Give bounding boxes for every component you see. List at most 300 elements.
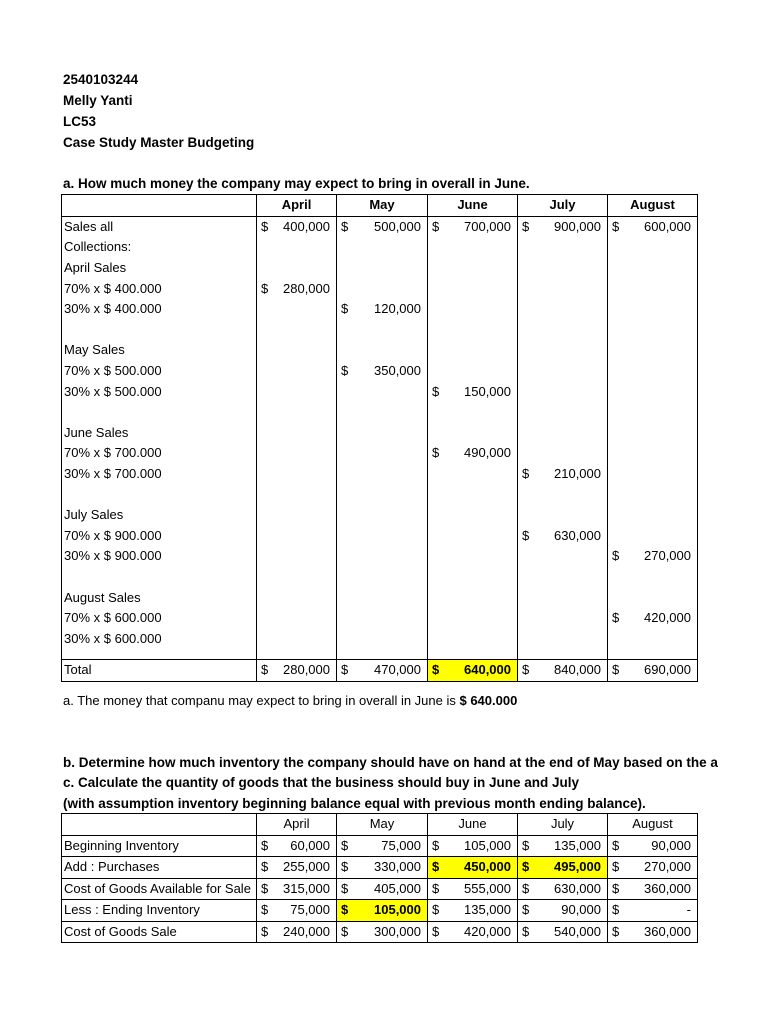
value-may [337, 608, 428, 629]
value-august [608, 900, 698, 922]
amount [518, 660, 607, 680]
value-june [428, 878, 518, 900]
row-label: Beginning Inventory [62, 835, 257, 857]
amount-value: 350,000 [374, 363, 421, 379]
value-august [608, 361, 698, 382]
value-august [608, 526, 698, 547]
collection-row [62, 320, 698, 341]
row-label [62, 320, 257, 341]
value-july [518, 567, 608, 588]
month-header-june: June [428, 195, 518, 217]
amount-value: 60,000 [290, 837, 330, 853]
row-label [62, 567, 257, 588]
value-april [257, 835, 337, 857]
student-name: Melly Yanti [63, 93, 133, 108]
amount-value: 270,000 [644, 548, 691, 564]
value-april [257, 299, 337, 320]
amount-value: 150,000 [464, 383, 511, 399]
row-label: 30% x $ 900.000 [62, 546, 257, 567]
value-june [428, 628, 518, 649]
value-april [257, 402, 337, 423]
value-july [518, 443, 608, 464]
header-row [62, 195, 698, 217]
currency-symbol: $ [432, 662, 440, 678]
row-label: May Sales [62, 340, 257, 361]
amount-value: 330,000 [374, 859, 421, 875]
currency-symbol: $ [522, 218, 530, 234]
row-label: 30% x $ 700.000 [62, 464, 257, 485]
row-label: 70% x $ 700.000 [62, 443, 257, 464]
currency-symbol: $ [522, 880, 530, 896]
amount [518, 526, 607, 546]
collection-row [62, 423, 698, 444]
value-july [518, 340, 608, 361]
value-august [608, 567, 698, 588]
value-july [518, 546, 608, 567]
currency-symbol: $ [341, 218, 349, 234]
value-june [428, 505, 518, 526]
amount-value: 470,000 [374, 662, 421, 678]
amount-value: 315,000 [283, 880, 330, 896]
value-june [428, 258, 518, 279]
currency-symbol: $ [341, 301, 349, 317]
amount [518, 857, 607, 877]
currency-symbol: $ [432, 902, 440, 918]
value-april [257, 320, 337, 341]
collection-row [62, 381, 698, 402]
value-june [428, 237, 518, 258]
value-may [337, 878, 428, 900]
currency-symbol: $ [261, 662, 269, 678]
value-may [337, 278, 428, 299]
amount [337, 217, 427, 237]
row-label: April Sales [62, 258, 257, 279]
value-may [337, 900, 428, 922]
value-august [608, 505, 698, 526]
amount [428, 660, 517, 680]
amount [518, 836, 607, 856]
value-april [257, 423, 337, 444]
amount-value: 540,000 [554, 923, 601, 939]
amount [518, 922, 607, 942]
amount-value: 75,000 [381, 837, 421, 853]
amount [518, 464, 607, 484]
amount-value: 405,000 [374, 880, 421, 896]
amount [257, 217, 336, 237]
amount [428, 217, 517, 237]
value-july [518, 402, 608, 423]
value-may [337, 526, 428, 547]
question-a: a. How much money the company may expect to bring in overall in June. [63, 176, 530, 191]
student-id: 2540103244 [63, 72, 139, 87]
value-august [608, 402, 698, 423]
value-june [428, 402, 518, 423]
currency-symbol: $ [432, 859, 440, 875]
value-may [337, 258, 428, 279]
row-label: July Sales [62, 505, 257, 526]
currency-symbol: $ [261, 837, 269, 853]
amount [428, 857, 517, 877]
amount-value: 90,000 [651, 837, 691, 853]
amount-value: 495,000 [554, 859, 601, 875]
value-april [257, 567, 337, 588]
amount-value: 135,000 [554, 837, 601, 853]
value-june [428, 381, 518, 402]
value-june [428, 361, 518, 382]
value-august [608, 587, 698, 608]
currency-symbol: $ [522, 902, 530, 918]
amount [428, 900, 517, 920]
value-april [257, 878, 337, 900]
amount-value: 240,000 [283, 923, 330, 939]
row-label: Less : Ending Inventory [62, 900, 257, 922]
value-may [337, 299, 428, 320]
value-may [337, 921, 428, 943]
question-b: b. Determine how much inventory the company should have on hand at the end of May based on the a [63, 755, 718, 770]
amount-value: 840,000 [554, 662, 601, 678]
month-header-may: May [337, 814, 428, 836]
value-july [518, 320, 608, 341]
row-label [62, 649, 257, 660]
value-june [428, 608, 518, 629]
amount-value: - [686, 902, 691, 918]
value-may [337, 402, 428, 423]
value-august [608, 921, 698, 943]
value-april [257, 546, 337, 567]
inventory-row [62, 878, 698, 900]
value-april [257, 381, 337, 402]
amount-value: 420,000 [644, 610, 691, 626]
amount [428, 922, 517, 942]
amount [518, 217, 607, 237]
currency-symbol: $ [432, 923, 440, 939]
currency-symbol: $ [612, 218, 620, 234]
value-july [518, 423, 608, 444]
amount [518, 900, 607, 920]
currency-symbol: $ [261, 280, 269, 296]
currency-symbol: $ [261, 902, 269, 918]
value-may [337, 649, 428, 660]
amount [608, 857, 697, 877]
inventory-row [62, 835, 698, 857]
currency-symbol: $ [261, 218, 269, 234]
currency-symbol: $ [522, 859, 530, 875]
value-august [608, 660, 698, 682]
collection-row [62, 505, 698, 526]
currency-symbol: $ [341, 902, 349, 918]
collection-row [62, 237, 698, 258]
total-label: Total [62, 660, 257, 682]
value-may [337, 835, 428, 857]
inventory-row [62, 921, 698, 943]
currency-symbol: $ [341, 662, 349, 678]
value-may [337, 484, 428, 505]
row-label: June Sales [62, 423, 257, 444]
value-august [608, 340, 698, 361]
value-july [518, 649, 608, 660]
amount-value: 630,000 [554, 880, 601, 896]
amount [257, 660, 336, 680]
value-may [337, 237, 428, 258]
answer-a-value: $ 640.000 [459, 693, 518, 708]
value-june [428, 320, 518, 341]
row-label: 30% x $ 400.000 [62, 299, 257, 320]
value-july [518, 608, 608, 629]
month-header-august: August [608, 814, 698, 836]
amount [257, 279, 336, 299]
value-june [428, 340, 518, 361]
amount-value: 555,000 [464, 880, 511, 896]
value-april [257, 278, 337, 299]
amount [257, 857, 336, 877]
value-july [518, 464, 608, 485]
value-august [608, 857, 698, 879]
value-april [257, 443, 337, 464]
value-may [337, 587, 428, 608]
row-label: Sales all [62, 216, 257, 237]
inventory-table [61, 813, 698, 943]
amount [337, 361, 427, 381]
total-row [62, 660, 698, 682]
amount-value: 90,000 [561, 902, 601, 918]
month-header-may: May [337, 195, 428, 217]
value-june [428, 900, 518, 922]
value-august [608, 649, 698, 660]
value-june [428, 835, 518, 857]
month-header-august: August [608, 195, 698, 217]
collection-row [62, 258, 698, 279]
value-july [518, 857, 608, 879]
collection-row [62, 608, 698, 629]
value-may [337, 857, 428, 879]
amount-value: 120,000 [374, 301, 421, 317]
amount [257, 900, 336, 920]
value-july [518, 660, 608, 682]
currency-symbol: $ [522, 527, 530, 543]
value-april [257, 857, 337, 879]
value-june [428, 857, 518, 879]
value-june [428, 278, 518, 299]
amount [608, 217, 697, 237]
collection-row [62, 299, 698, 320]
value-june [428, 567, 518, 588]
month-header-july: July [518, 195, 608, 217]
amount-value: 280,000 [283, 662, 330, 678]
amount [518, 879, 607, 899]
value-may [337, 464, 428, 485]
value-august [608, 237, 698, 258]
month-header-june: June [428, 814, 518, 836]
amount [337, 922, 427, 942]
amount-value: 300,000 [374, 923, 421, 939]
amount-value: 500,000 [374, 218, 421, 234]
currency-symbol: $ [261, 859, 269, 875]
collections-table [61, 194, 698, 682]
amount-value: 270,000 [644, 859, 691, 875]
currency-symbol: $ [341, 837, 349, 853]
amount-value: 210,000 [554, 466, 601, 482]
amount [257, 922, 336, 942]
row-label: Cost of Goods Sale [62, 921, 257, 943]
collection-row [62, 278, 698, 299]
value-august [608, 320, 698, 341]
value-august [608, 878, 698, 900]
row-label: 70% x $ 600.000 [62, 608, 257, 629]
amount-value: 600,000 [644, 218, 691, 234]
value-june [428, 587, 518, 608]
value-april [257, 464, 337, 485]
amount [608, 900, 697, 920]
value-august [608, 258, 698, 279]
row-label: August Sales [62, 587, 257, 608]
value-may [337, 660, 428, 682]
amount [337, 299, 427, 319]
value-april [257, 484, 337, 505]
amount-value: 75,000 [290, 902, 330, 918]
value-april [257, 258, 337, 279]
row-label: Collections: [62, 237, 257, 258]
currency-symbol: $ [612, 859, 620, 875]
value-august [608, 278, 698, 299]
value-may [337, 505, 428, 526]
value-june [428, 546, 518, 567]
currency-symbol: $ [612, 548, 620, 564]
value-july [518, 237, 608, 258]
amount [608, 608, 697, 628]
amount-value: 105,000 [464, 837, 511, 853]
currency-symbol: $ [612, 902, 620, 918]
value-july [518, 835, 608, 857]
value-august [608, 381, 698, 402]
value-july [518, 216, 608, 237]
collection-row [62, 464, 698, 485]
amount-value: 450,000 [464, 859, 511, 875]
amount [337, 660, 427, 680]
value-august [608, 443, 698, 464]
value-august [608, 835, 698, 857]
value-august [608, 628, 698, 649]
currency-symbol: $ [522, 923, 530, 939]
value-august [608, 423, 698, 444]
collection-row [62, 443, 698, 464]
currency-symbol: $ [612, 923, 620, 939]
amount [337, 879, 427, 899]
amount-value: 105,000 [374, 902, 421, 918]
value-july [518, 361, 608, 382]
value-april [257, 526, 337, 547]
question-c: c. Calculate the quantity of goods that the business should buy in June and July [63, 775, 580, 790]
amount-value: 255,000 [283, 859, 330, 875]
value-april [257, 608, 337, 629]
currency-symbol: $ [612, 662, 620, 678]
row-label [62, 402, 257, 423]
inventory-row [62, 900, 698, 922]
value-may [337, 361, 428, 382]
value-may [337, 340, 428, 361]
amount [337, 857, 427, 877]
value-april [257, 505, 337, 526]
amount [428, 879, 517, 899]
value-may [337, 423, 428, 444]
value-july [518, 258, 608, 279]
amount-value: 690,000 [644, 662, 691, 678]
collection-row [62, 587, 698, 608]
value-july [518, 526, 608, 547]
row-label: 30% x $ 500.000 [62, 381, 257, 402]
value-june [428, 649, 518, 660]
value-april [257, 237, 337, 258]
value-august [608, 546, 698, 567]
value-june [428, 423, 518, 444]
row-label [62, 484, 257, 505]
answer-a [63, 693, 517, 708]
value-july [518, 587, 608, 608]
collection-row [62, 484, 698, 505]
currency-symbol: $ [261, 923, 269, 939]
value-april [257, 921, 337, 943]
value-april [257, 660, 337, 682]
value-april [257, 340, 337, 361]
value-august [608, 299, 698, 320]
value-may [337, 567, 428, 588]
value-june [428, 443, 518, 464]
row-label: Add : Purchases [62, 857, 257, 879]
value-may [337, 320, 428, 341]
value-july [518, 628, 608, 649]
currency-symbol: $ [341, 923, 349, 939]
amount [608, 660, 697, 680]
collection-row [62, 546, 698, 567]
currency-symbol: $ [261, 880, 269, 896]
amount-value: 400,000 [283, 218, 330, 234]
currency-symbol: $ [612, 610, 620, 626]
amount-value: 360,000 [644, 880, 691, 896]
value-may [337, 381, 428, 402]
value-may [337, 546, 428, 567]
value-may [337, 216, 428, 237]
class-code: LC53 [63, 114, 97, 129]
month-header-april: April [257, 814, 337, 836]
amount [608, 546, 697, 566]
currency-symbol: $ [341, 363, 349, 379]
value-august [608, 608, 698, 629]
value-july [518, 278, 608, 299]
amount-value: 280,000 [283, 280, 330, 296]
amount [257, 879, 336, 899]
value-july [518, 484, 608, 505]
assumption-note: (with assumption inventory beginning balance equal with previous month ending balance). [63, 796, 646, 811]
value-july [518, 381, 608, 402]
collection-row [62, 649, 698, 660]
value-june [428, 299, 518, 320]
amount [608, 922, 697, 942]
month-header-july: July [518, 814, 608, 836]
amount-value: 135,000 [464, 902, 511, 918]
value-april [257, 649, 337, 660]
value-july [518, 900, 608, 922]
row-label: 70% x $ 900.000 [62, 526, 257, 547]
amount [337, 836, 427, 856]
currency-symbol: $ [522, 837, 530, 853]
currency-symbol: $ [432, 218, 440, 234]
month-header-april: April [257, 195, 337, 217]
value-june [428, 464, 518, 485]
row-label: 70% x $ 500.000 [62, 361, 257, 382]
amount-value: 700,000 [464, 218, 511, 234]
amount-value: 630,000 [554, 527, 601, 543]
value-june [428, 921, 518, 943]
amount [608, 836, 697, 856]
